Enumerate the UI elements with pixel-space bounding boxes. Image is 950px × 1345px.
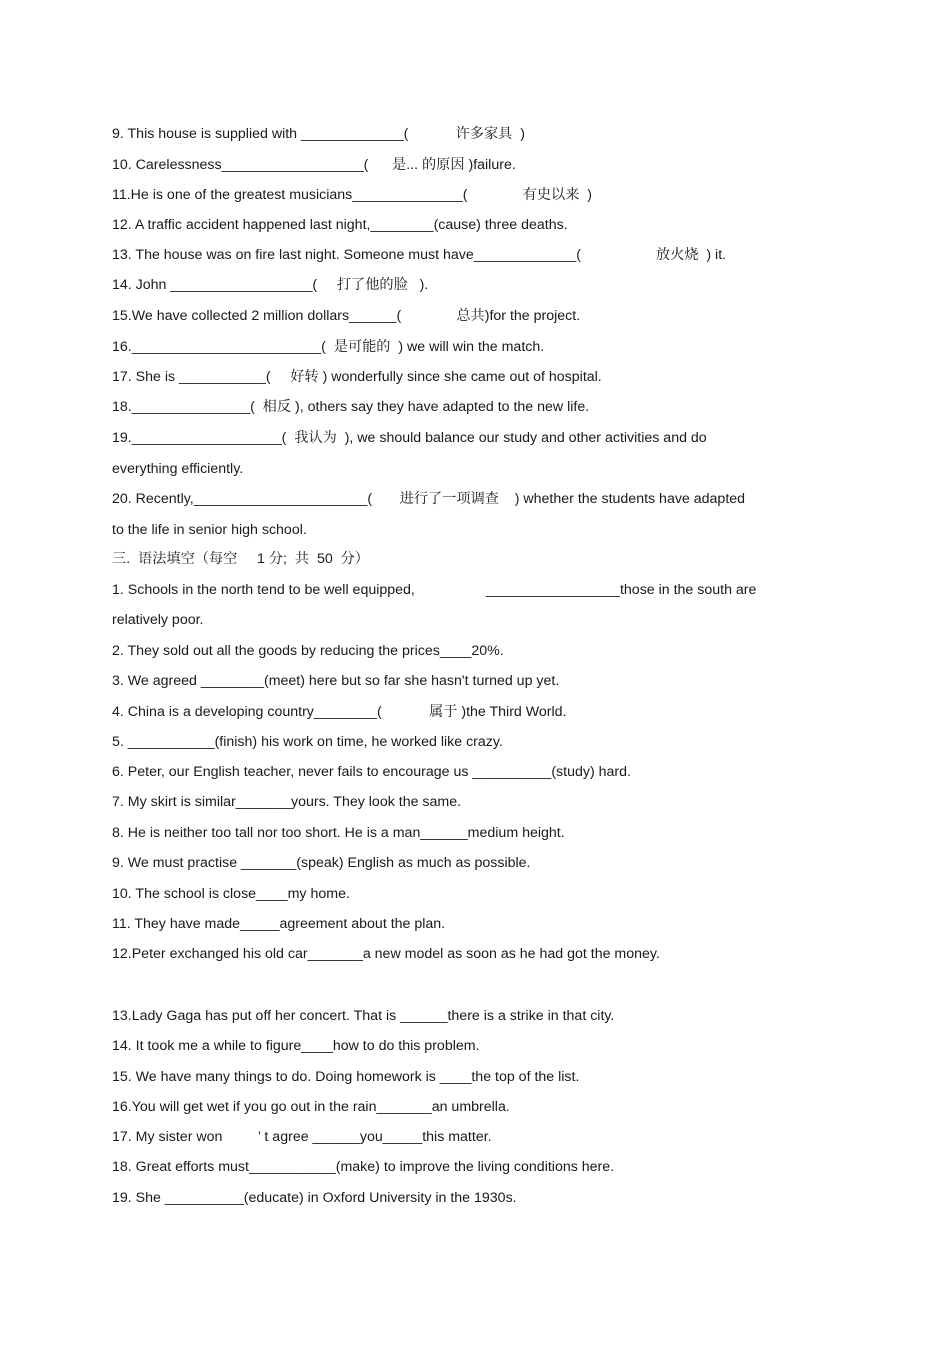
question-line: 11.He is one of the greatest musicians______________( 有史以来 ) (112, 187, 592, 203)
question-line: 2. They sold out all the goods by reducing the prices____20%. (112, 643, 504, 659)
question-line-continued: everything efficiently. (112, 461, 244, 477)
question-line: 12.Peter exchanged his old car_______a new model as soon as he had got the money. (112, 946, 660, 962)
question-line: 4. China is a developing country________( 属于 )the Third World. (112, 704, 567, 720)
question-line: 14. John __________________( 打了他的脸 ). (112, 277, 429, 293)
question-line: 7. My skirt is similar_______yours. They look the same. (112, 794, 462, 810)
question-line: 8. He is neither too tall nor too short. He is a man______medium height. (112, 825, 565, 841)
question-line-continued: relatively poor. (112, 612, 204, 628)
question-line: 13. The house was on fire last night. Someone must have_____________( 放火烧 ) it. (112, 247, 727, 263)
question-line: 17. She is ___________( 好转 ) wonderfully since she came out of hospital. (112, 369, 602, 385)
question-line: 9. This house is supplied with _____________( 许多家具 ) (112, 126, 525, 142)
question-line: 10. The school is close____my home. (112, 886, 350, 902)
question-line: 12. A traffic accident happened last night,________(cause) three deaths. (112, 217, 568, 233)
question-line: 18. Great efforts must___________(make) to improve the living conditions here. (112, 1159, 615, 1175)
question-line: 13.Lady Gaga has put off her concert. That is ______there is a strike in that city. (112, 1008, 615, 1024)
question-line-continued: to the life in senior high school. (112, 522, 307, 538)
question-line: 9. We must practise _______(speak) English as much as possible. (112, 855, 531, 871)
question-line: 1. Schools in the north tend to be well equipped, _________________those in the south are (112, 582, 757, 598)
section-heading: 三. 语法填空（每空 1 分; 共 50 分） (112, 551, 369, 567)
question-line: 3. We agreed ________(meet) here but so far she hasn't turned up yet. (112, 673, 560, 689)
question-line: 14. It took me a while to figure____how to do this problem. (112, 1038, 480, 1054)
question-line: 15. We have many things to do. Doing homework is ____the top of the list. (112, 1069, 580, 1085)
question-line: 5. ___________(finish) his work on time, he worked like crazy. (112, 734, 503, 750)
question-line: 11. They have made_____agreement about the plan. (112, 916, 446, 932)
question-line: 19.___________________( 我认为 ), we should balance our study and other activities and do (112, 430, 707, 446)
question-line: 10. Carelessness__________________( 是... 的原因 )failure. (112, 157, 516, 173)
question-line: 20. Recently,______________________( 进行了一项调查 ) whether the students have adapted (112, 491, 746, 507)
question-line: 19. She __________(educate) in Oxford University in the 1930s. (112, 1190, 517, 1206)
question-line: 17. My sister won ’ t agree ______you_____this matter. (112, 1129, 492, 1145)
question-line: 16.________________________( 是可能的 ) we will win the match. (112, 339, 545, 355)
question-line: 6. Peter, our English teacher, never fails to encourage us __________(study) hard. (112, 764, 631, 780)
question-line: 15.We have collected 2 million dollars______( 总共)for the project. (112, 308, 581, 324)
question-line: 16.You will get wet if you go out in the rain_______an umbrella. (112, 1099, 510, 1115)
question-line: 18._______________( 相反 ), others say they have adapted to the new life. (112, 399, 590, 415)
